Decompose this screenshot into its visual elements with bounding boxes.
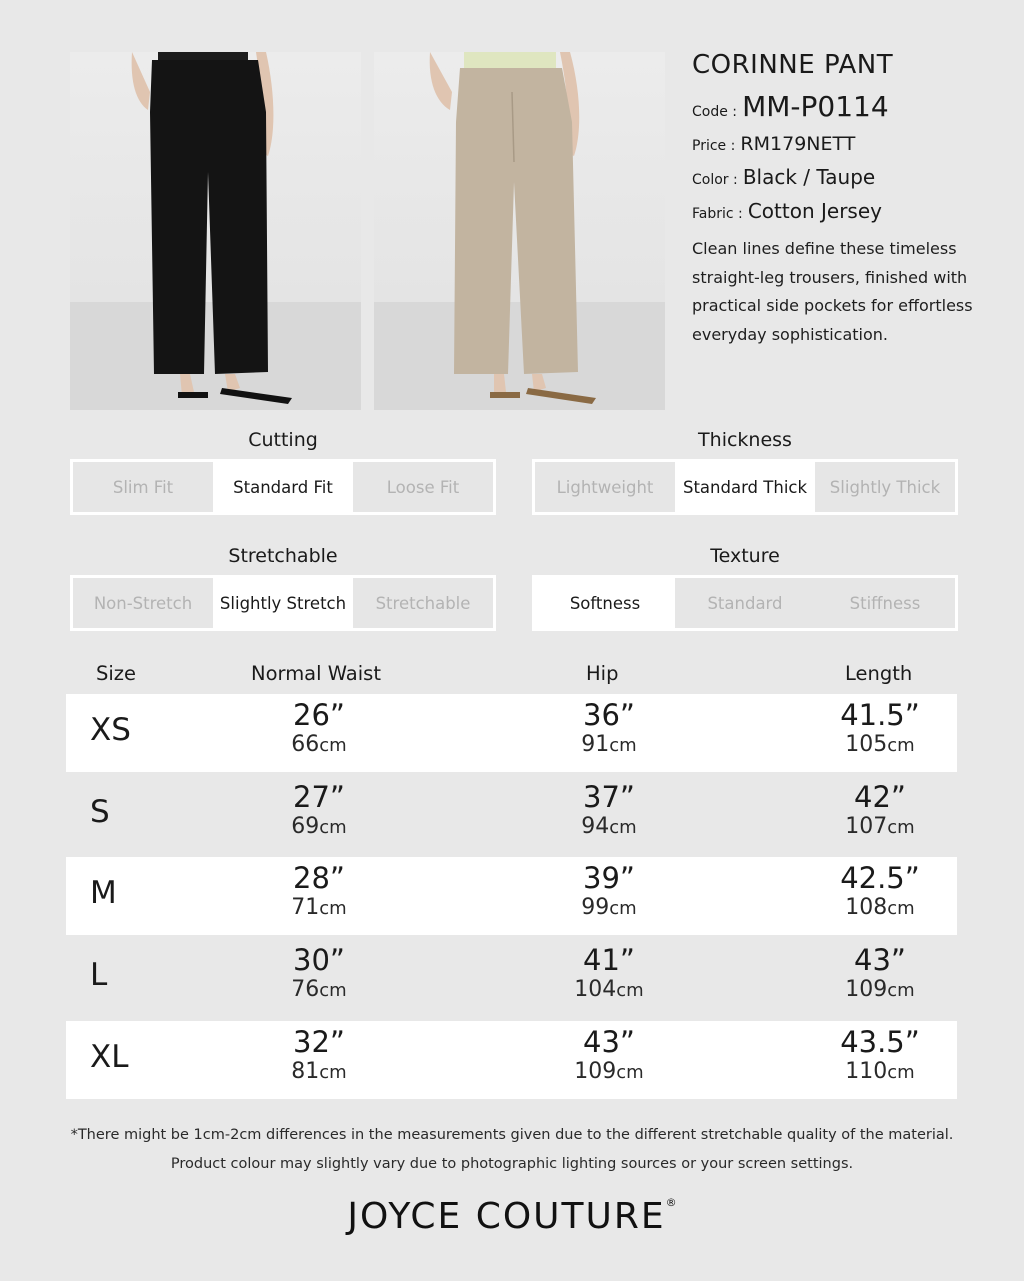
hip-cm: 91: [581, 732, 610, 757]
size-label: M: [90, 875, 117, 911]
waist-inch: 28”: [293, 861, 345, 895]
brand-name: JOYCE COUTURE: [347, 1196, 666, 1237]
cm-unit: cm: [887, 980, 915, 1001]
length-inch: 43.5”: [840, 1025, 920, 1059]
product-color: Black / Taupe: [742, 165, 876, 189]
hip-cm: 104: [574, 977, 617, 1002]
product-code-row: [692, 90, 992, 123]
waist-cm: 66: [291, 732, 320, 757]
size-chart-header: [66, 660, 957, 694]
length-cm: 109: [845, 977, 888, 1002]
product-description: Clean lines define these timeless straight-leg trousers, finished with practical side pockets for effortless everyday sophistication.: [692, 239, 973, 344]
registered-mark: ®: [665, 1196, 677, 1209]
product-name: CORINNE PANT: [692, 50, 894, 80]
length-inch: 43”: [854, 943, 906, 977]
cutting-option-slim-fit: Slim Fit: [73, 462, 213, 512]
product-fabric-row: [692, 199, 992, 223]
code-label: Code :: [692, 104, 738, 120]
texture-options: [532, 575, 958, 631]
hip-cell: [539, 699, 679, 760]
waist-header: Normal Waist: [251, 662, 381, 685]
cm-unit: cm: [887, 817, 915, 838]
thickness-options: [532, 459, 958, 515]
texture-option-softness: Softness: [535, 578, 675, 628]
waist-cm: 81: [291, 1059, 320, 1084]
length-cell: [810, 862, 950, 923]
hip-cell: [539, 862, 679, 923]
product-code: MM-P0114: [742, 90, 889, 123]
waist-cell: [249, 944, 389, 1005]
waist-inch: 27”: [293, 780, 345, 814]
hip-cell: [539, 944, 679, 1005]
texture-option-stiffness: Stiffness: [815, 578, 955, 628]
waist-cm: 71: [291, 895, 320, 920]
cm-unit: cm: [616, 980, 644, 1001]
thickness-title: Thickness: [698, 429, 792, 451]
size-label: XS: [90, 712, 131, 748]
cm-unit: cm: [319, 817, 347, 838]
waist-cell: [249, 699, 389, 760]
length-inch: 42.5”: [840, 861, 920, 895]
size-label: XL: [90, 1039, 129, 1075]
cm-unit: cm: [609, 898, 637, 919]
size-row-xl: [66, 1021, 957, 1099]
hip-cell: [539, 1026, 679, 1087]
waist-cm: 76: [291, 977, 320, 1002]
cutting-option-loose-fit: Loose Fit: [353, 462, 493, 512]
cm-unit: cm: [887, 735, 915, 756]
product-price-row: [692, 133, 992, 155]
brand-logo: [0, 1196, 1024, 1237]
stretchable-attribute: [70, 541, 496, 631]
price-label: Price :: [692, 138, 736, 154]
cm-unit: cm: [319, 1062, 347, 1083]
hip-inch: 36”: [583, 698, 635, 732]
cm-unit: cm: [616, 1062, 644, 1083]
waist-cell: [249, 862, 389, 923]
length-cm: 107: [845, 814, 888, 839]
stretchable-option-stretchable: Stretchable: [353, 578, 493, 628]
stretchable-title: Stretchable: [228, 545, 338, 567]
size-label: L: [90, 957, 108, 993]
size-row-xs: [66, 694, 957, 772]
product-price: RM179NETT: [740, 133, 856, 155]
product-color-row: [692, 165, 992, 189]
size-label: S: [90, 794, 110, 830]
size-row-s: [66, 776, 957, 854]
hip-header: Hip: [586, 662, 619, 685]
stretchable-options: [70, 575, 496, 631]
hip-inch: 43”: [583, 1025, 635, 1059]
hip-inch: 37”: [583, 780, 635, 814]
cutting-attribute: [70, 425, 496, 515]
hip-cm: 109: [574, 1059, 617, 1084]
waist-inch: 30”: [293, 943, 345, 977]
length-cell: [810, 1026, 950, 1087]
hip-cm: 94: [581, 814, 610, 839]
waist-cm: 69: [291, 814, 320, 839]
waist-inch: 32”: [293, 1025, 345, 1059]
texture-attribute: [532, 541, 958, 631]
thickness-option-standard-thick: Standard Thick: [675, 462, 815, 512]
stretchable-option-non-stretch: Non-Stretch: [73, 578, 213, 628]
cutting-options: [70, 459, 496, 515]
thickness-attribute: [532, 425, 958, 515]
hip-inch: 41”: [583, 943, 635, 977]
length-cell: [810, 699, 950, 760]
cutting-option-standard-fit: Standard Fit: [213, 462, 353, 512]
length-header: Length: [845, 662, 913, 685]
waist-cell: [249, 781, 389, 842]
stretchable-option-slightly-stretch: Slightly Stretch: [213, 578, 353, 628]
product-fabric: Cotton Jersey: [747, 199, 882, 223]
cm-unit: cm: [609, 817, 637, 838]
length-inch: 42”: [854, 780, 906, 814]
product-photo-taupe: [374, 52, 665, 410]
product-info: [692, 48, 992, 349]
cm-unit: cm: [887, 1062, 915, 1083]
length-cm: 105: [845, 732, 888, 757]
length-inch: 41.5”: [840, 698, 920, 732]
texture-title: Texture: [710, 545, 780, 567]
thickness-option-slightly-thick: Slightly Thick: [815, 462, 955, 512]
cm-unit: cm: [887, 898, 915, 919]
hip-cm: 99: [581, 895, 610, 920]
cm-unit: cm: [319, 980, 347, 1001]
waist-cell: [249, 1026, 389, 1087]
waist-inch: 26”: [293, 698, 345, 732]
fabric-label: Fabric :: [692, 206, 743, 222]
texture-option-standard: Standard: [675, 578, 815, 628]
cutting-title: Cutting: [248, 429, 318, 451]
cm-unit: cm: [319, 735, 347, 756]
length-cell: [810, 781, 950, 842]
length-cell: [810, 944, 950, 1005]
color-label: Color :: [692, 172, 738, 188]
size-header: Size: [96, 662, 137, 685]
hip-inch: 39”: [583, 861, 635, 895]
size-row-m: [66, 857, 957, 935]
cm-unit: cm: [319, 898, 347, 919]
size-row-l: [66, 939, 957, 1017]
cm-unit: cm: [609, 735, 637, 756]
hip-cell: [539, 781, 679, 842]
length-cm: 110: [845, 1059, 888, 1084]
thickness-option-lightweight: Lightweight: [535, 462, 675, 512]
colour-note: Product colour may slightly vary due to photographic lighting sources or your screen settings.: [170, 1156, 854, 1172]
product-photo-black: [70, 52, 361, 410]
measurement-note: *There might be 1cm-2cm differences in the measurements given due to the different stretchable quality of the material.: [70, 1127, 954, 1143]
length-cm: 108: [845, 895, 888, 920]
